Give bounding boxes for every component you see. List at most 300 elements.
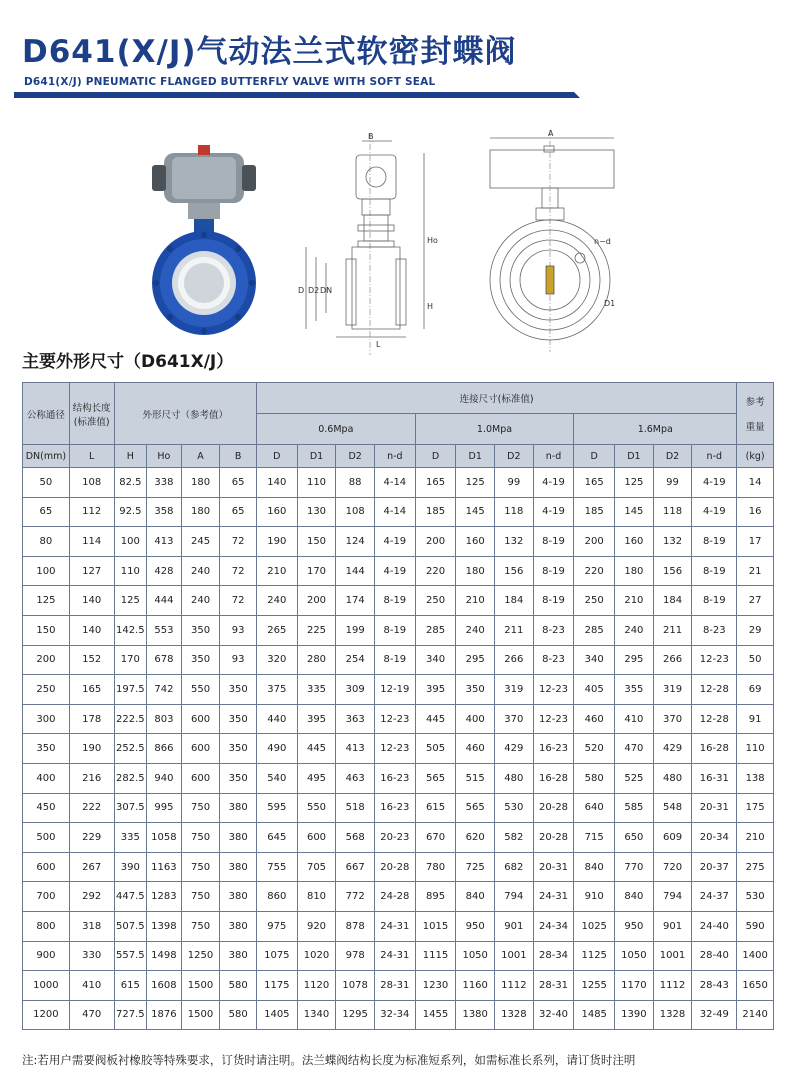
header-sub: D1 <box>297 445 336 468</box>
table-row <box>23 497 774 527</box>
table-cell: 370 <box>653 704 692 734</box>
table-cell: 20-28 <box>533 793 574 823</box>
table-cell: 295 <box>615 645 654 675</box>
table-cell: 463 <box>336 763 375 793</box>
table-cell: 682 <box>495 852 534 882</box>
table-cell: 390 <box>114 852 147 882</box>
table-cell: 125 <box>114 586 147 616</box>
table-cell: 220 <box>574 556 615 586</box>
table-cell: 530 <box>737 882 774 912</box>
table-cell: 12-23 <box>374 704 415 734</box>
table-cell: 2140 <box>737 1000 774 1030</box>
header-sub: D2 <box>336 445 375 468</box>
table-cell: 112 <box>69 497 114 527</box>
table-cell: 211 <box>495 615 534 645</box>
table-cell: 24-40 <box>692 911 737 941</box>
table-cell: 216 <box>69 763 114 793</box>
table-cell: 794 <box>653 882 692 912</box>
page-title: D641(X/J)气动法兰式软密封蝶阀 <box>22 34 517 70</box>
table-cell: 1025 <box>574 911 615 941</box>
table-cell: 995 <box>147 793 182 823</box>
table-cell: 1380 <box>456 1000 495 1030</box>
table-cell: 1112 <box>653 971 692 1001</box>
table-cell: 350 <box>456 675 495 705</box>
table-cell: 1001 <box>653 941 692 971</box>
table-cell: 1650 <box>737 971 774 1001</box>
table-cell: 440 <box>256 704 297 734</box>
dim-label-d: D <box>298 286 305 295</box>
table-cell: 170 <box>114 645 147 675</box>
table-cell: 1175 <box>256 971 297 1001</box>
table-cell: 444 <box>147 586 182 616</box>
table-cell: 900 <box>23 941 70 971</box>
page-subtitle: D641(X/J) PNEUMATIC FLANGED BUTTERFLY VALVE WITH SOFT SEAL <box>24 76 436 88</box>
table-cell: 910 <box>574 882 615 912</box>
table-cell: 160 <box>256 497 297 527</box>
table-cell: 470 <box>69 1000 114 1030</box>
table-cell: 1050 <box>615 941 654 971</box>
table-cell: 355 <box>615 675 654 705</box>
table-cell: 50 <box>737 645 774 675</box>
table-cell: 667 <box>336 852 375 882</box>
table-cell: 16-23 <box>533 734 574 764</box>
table-cell: 1058 <box>147 823 182 853</box>
table-row <box>23 763 774 793</box>
table-cell: 1328 <box>495 1000 534 1030</box>
table-cell: 16-28 <box>692 734 737 764</box>
table-cell: 145 <box>615 497 654 527</box>
dim-label-d2: D2 <box>308 286 320 295</box>
table-cell: 210 <box>456 586 495 616</box>
table-cell: 108 <box>69 468 114 498</box>
table-cell: 1328 <box>653 1000 692 1030</box>
table-cell: 150 <box>297 527 336 557</box>
header-pressure-16: 1.6Mpa <box>574 414 737 445</box>
table-cell: 975 <box>256 911 297 941</box>
table-cell: 200 <box>23 645 70 675</box>
table-cell: 380 <box>220 823 257 853</box>
table-cell: 548 <box>653 793 692 823</box>
table-row <box>23 911 774 941</box>
table-cell: 727.5 <box>114 1000 147 1030</box>
table-cell: 460 <box>456 734 495 764</box>
table-cell: 110 <box>114 556 147 586</box>
table-cell: 978 <box>336 941 375 971</box>
header-sub: n-d <box>692 445 737 468</box>
table-cell: 93 <box>220 645 257 675</box>
table-cell: 1230 <box>415 971 456 1001</box>
table-cell: 145 <box>456 497 495 527</box>
table-row <box>23 675 774 705</box>
table-cell: 295 <box>456 645 495 675</box>
header-outline: 外形尺寸（参考值） <box>114 383 256 445</box>
table-cell: 1400 <box>737 941 774 971</box>
table-cell: 1170 <box>615 971 654 1001</box>
table-cell: 350 <box>23 734 70 764</box>
table-cell: 615 <box>114 971 147 1001</box>
table-cell: 118 <box>653 497 692 527</box>
table-cell: 380 <box>220 941 257 971</box>
table-cell: 540 <box>256 763 297 793</box>
table-cell: 568 <box>336 823 375 853</box>
table-row <box>23 1000 774 1030</box>
table-cell: 1485 <box>574 1000 615 1030</box>
table-cell: 750 <box>181 852 220 882</box>
table-cell: 190 <box>69 734 114 764</box>
table-cell: 114 <box>69 527 114 557</box>
table-cell: 375 <box>256 675 297 705</box>
table-cell: 28-31 <box>533 971 574 1001</box>
table-row <box>23 734 774 764</box>
table-cell: 340 <box>574 645 615 675</box>
table-cell: 1163 <box>147 852 182 882</box>
dim-label-ho: Ho <box>427 236 438 245</box>
table-cell: 4-19 <box>533 497 574 527</box>
table-cell: 211 <box>653 615 692 645</box>
table-cell: 20-28 <box>374 852 415 882</box>
table-cell: 590 <box>737 911 774 941</box>
table-cell: 266 <box>495 645 534 675</box>
table-cell: 180 <box>456 556 495 586</box>
table-cell: 93 <box>220 615 257 645</box>
table-cell: 1295 <box>336 1000 375 1030</box>
table-cell: 450 <box>23 793 70 823</box>
table-cell: 118 <box>495 497 534 527</box>
table-cell: 24-34 <box>533 911 574 941</box>
table-cell: 950 <box>456 911 495 941</box>
table-cell: 940 <box>147 763 182 793</box>
table-cell: 254 <box>336 645 375 675</box>
table-cell: 65 <box>220 497 257 527</box>
table-row <box>23 527 774 557</box>
table-cell: 755 <box>256 852 297 882</box>
table-cell: 380 <box>220 793 257 823</box>
table-row <box>23 704 774 734</box>
table-cell: 190 <box>256 527 297 557</box>
table-cell: 1000 <box>23 971 70 1001</box>
table-cell: 65 <box>220 468 257 498</box>
table-cell: 72 <box>220 527 257 557</box>
table-cell: 565 <box>415 763 456 793</box>
table-cell: 8-19 <box>374 645 415 675</box>
table-cell: 803 <box>147 704 182 734</box>
table-cell: 580 <box>574 763 615 793</box>
table-cell: 250 <box>574 586 615 616</box>
table-cell: 8-19 <box>374 615 415 645</box>
table-cell: 16-23 <box>374 763 415 793</box>
table-cell: 292 <box>69 882 114 912</box>
table-cell: 840 <box>574 852 615 882</box>
table-cell: 150 <box>23 615 70 645</box>
table-cell: 720 <box>653 852 692 882</box>
header-length: 结构长度 (标准值) <box>69 383 114 445</box>
table-cell: 12-23 <box>533 675 574 705</box>
table-cell: 14 <box>737 468 774 498</box>
header-pressure-10: 1.0Mpa <box>415 414 574 445</box>
table-cell: 600 <box>297 823 336 853</box>
table-cell: 28-34 <box>533 941 574 971</box>
table-cell: 4-19 <box>374 556 415 586</box>
table-cell: 582 <box>495 823 534 853</box>
table-cell: 4-19 <box>692 497 737 527</box>
table-cell: 750 <box>181 793 220 823</box>
table-cell: 429 <box>495 734 534 764</box>
table-cell: 165 <box>69 675 114 705</box>
table-cell: 1500 <box>181 971 220 1001</box>
table-cell: 32-40 <box>533 1000 574 1030</box>
table-cell: 770 <box>615 852 654 882</box>
table-cell: 16 <box>737 497 774 527</box>
table-cell: 156 <box>653 556 692 586</box>
table-cell: 12-23 <box>533 704 574 734</box>
table-cell: 515 <box>456 763 495 793</box>
table-cell: 92.5 <box>114 497 147 527</box>
table-cell: 210 <box>256 556 297 586</box>
table-cell: 4-19 <box>533 468 574 498</box>
table-cell: 413 <box>336 734 375 764</box>
table-cell: 29 <box>737 615 774 645</box>
table-cell: 580 <box>220 971 257 1001</box>
table-cell: 32-49 <box>692 1000 737 1030</box>
table-cell: 413 <box>147 527 182 557</box>
table-cell: 222.5 <box>114 704 147 734</box>
dim-label-a: A <box>548 130 554 138</box>
table-cell: 20-31 <box>533 852 574 882</box>
table-cell: 405 <box>574 675 615 705</box>
table-cell: 480 <box>653 763 692 793</box>
table-cell: 125 <box>23 586 70 616</box>
header-sub: D1 <box>615 445 654 468</box>
table-cell: 470 <box>615 734 654 764</box>
table-cell: 678 <box>147 645 182 675</box>
table-cell: 530 <box>495 793 534 823</box>
table-cell: 350 <box>220 704 257 734</box>
table-cell: 32-34 <box>374 1000 415 1030</box>
table-cell: 28-40 <box>692 941 737 971</box>
footnote: 注:若用户需要阀板衬橡胶等特殊要求，订货时请注明。法兰蝶阀结构长度为标准短系列，如需标准长系列，请订货时注明 <box>22 1053 636 1067</box>
front-view-drawing <box>480 130 620 352</box>
table-cell: 553 <box>147 615 182 645</box>
table-cell: 307.5 <box>114 793 147 823</box>
header-dn: DN(mm) <box>23 445 70 468</box>
table-cell: 320 <box>256 645 297 675</box>
table-cell: 12-28 <box>692 675 737 705</box>
table-cell: 358 <box>147 497 182 527</box>
table-cell: 447.5 <box>114 882 147 912</box>
table-cell: 645 <box>256 823 297 853</box>
table-cell: 429 <box>653 734 692 764</box>
table-cell: 338 <box>147 468 182 498</box>
table-cell: 16-31 <box>692 763 737 793</box>
table-cell: 670 <box>415 823 456 853</box>
table-cell: 840 <box>615 882 654 912</box>
table-cell: 428 <box>147 556 182 586</box>
table-cell: 178 <box>69 704 114 734</box>
table-row <box>23 615 774 645</box>
table-cell: 742 <box>147 675 182 705</box>
table-cell: 24-31 <box>374 911 415 941</box>
table-cell: 285 <box>574 615 615 645</box>
table-cell: 620 <box>456 823 495 853</box>
header-sub: D <box>574 445 615 468</box>
table-cell: 8-19 <box>692 586 737 616</box>
table-cell: 700 <box>23 882 70 912</box>
header-sub: n-d <box>374 445 415 468</box>
table-cell: 285 <box>415 615 456 645</box>
table-cell: 4-14 <box>374 497 415 527</box>
table-cell: 1078 <box>336 971 375 1001</box>
table-cell: 772 <box>336 882 375 912</box>
side-view-drawing <box>296 133 444 355</box>
table-row <box>23 556 774 586</box>
table-cell: 1340 <box>297 1000 336 1030</box>
table-cell: 585 <box>615 793 654 823</box>
table-cell: 8-19 <box>533 586 574 616</box>
table-cell: 240 <box>256 586 297 616</box>
table-cell: 160 <box>456 527 495 557</box>
table-cell: 12-23 <box>374 734 415 764</box>
table-row <box>23 971 774 1001</box>
table-cell: 335 <box>114 823 147 853</box>
table-cell: 250 <box>23 675 70 705</box>
table-cell: 340 <box>415 645 456 675</box>
table-cell: 878 <box>336 911 375 941</box>
valve-photo <box>150 145 260 335</box>
table-cell: 184 <box>653 586 692 616</box>
header-sub: H <box>114 445 147 468</box>
table-cell: 507.5 <box>114 911 147 941</box>
table-cell: 100 <box>114 527 147 557</box>
header-sub: Ho <box>147 445 182 468</box>
table-cell: 8-19 <box>692 556 737 586</box>
table-cell: 229 <box>69 823 114 853</box>
table-cell: 185 <box>415 497 456 527</box>
dim-label-nd: n−d <box>594 237 611 246</box>
table-cell: 4-19 <box>374 527 415 557</box>
table-cell: 210 <box>737 823 774 853</box>
table-cell: 20-23 <box>374 823 415 853</box>
table-cell: 840 <box>456 882 495 912</box>
table-cell: 220 <box>415 556 456 586</box>
table-cell: 380 <box>220 882 257 912</box>
table-cell: 500 <box>23 823 70 853</box>
table-cell: 866 <box>147 734 182 764</box>
table-cell: 210 <box>615 586 654 616</box>
table-cell: 4-19 <box>692 468 737 498</box>
table-cell: 330 <box>69 941 114 971</box>
table-cell: 170 <box>297 556 336 586</box>
table-row <box>23 793 774 823</box>
table-cell: 200 <box>574 527 615 557</box>
table-cell: 1455 <box>415 1000 456 1030</box>
table-cell: 180 <box>181 468 220 498</box>
table-cell: 595 <box>256 793 297 823</box>
table-cell: 82.5 <box>114 468 147 498</box>
table-cell: 750 <box>181 911 220 941</box>
dimension-table <box>22 382 774 1030</box>
table-cell: 27 <box>737 586 774 616</box>
header-weight-unit: (kg) <box>737 445 774 468</box>
table-cell: 28-31 <box>374 971 415 1001</box>
table-cell: 12-23 <box>692 645 737 675</box>
table-cell: 132 <box>495 527 534 557</box>
table-cell: 363 <box>336 704 375 734</box>
table-cell: 110 <box>297 468 336 498</box>
table-cell: 12-28 <box>692 704 737 734</box>
table-cell: 125 <box>456 468 495 498</box>
table-cell: 12-19 <box>374 675 415 705</box>
table-cell: 4-14 <box>374 468 415 498</box>
table-cell: 108 <box>336 497 375 527</box>
header-l: L <box>69 445 114 468</box>
table-cell: 185 <box>574 497 615 527</box>
table-cell: 370 <box>495 704 534 734</box>
table-cell: 24-37 <box>692 882 737 912</box>
table-cell: 600 <box>23 852 70 882</box>
table-cell: 184 <box>495 586 534 616</box>
table-cell: 350 <box>181 645 220 675</box>
table-cell: 1255 <box>574 971 615 1001</box>
table-cell: 88 <box>336 468 375 498</box>
table-cell: 200 <box>297 586 336 616</box>
table-row <box>23 586 774 616</box>
table-cell: 780 <box>415 852 456 882</box>
table-cell: 380 <box>220 852 257 882</box>
table-cell: 895 <box>415 882 456 912</box>
table-cell: 165 <box>415 468 456 498</box>
table-cell: 1112 <box>495 971 534 1001</box>
table-cell: 550 <box>297 793 336 823</box>
table-cell: 1398 <box>147 911 182 941</box>
table-cell: 80 <box>23 527 70 557</box>
table-cell: 800 <box>23 911 70 941</box>
table-cell: 350 <box>220 734 257 764</box>
table-cell: 445 <box>415 704 456 734</box>
table-cell: 1405 <box>256 1000 297 1030</box>
table-cell: 100 <box>23 556 70 586</box>
table-cell: 1001 <box>495 941 534 971</box>
table-cell: 640 <box>574 793 615 823</box>
table-cell: 309 <box>336 675 375 705</box>
table-cell: 1876 <box>147 1000 182 1030</box>
table-cell: 8-23 <box>533 615 574 645</box>
table-cell: 17 <box>737 527 774 557</box>
table-row <box>23 645 774 675</box>
table-cell: 140 <box>256 468 297 498</box>
table-cell: 410 <box>615 704 654 734</box>
table-cell: 8-19 <box>533 527 574 557</box>
dim-label-b: B <box>368 133 374 141</box>
table-cell: 250 <box>415 586 456 616</box>
table-cell: 130 <box>297 497 336 527</box>
table-cell: 410 <box>69 971 114 1001</box>
table-cell: 1075 <box>256 941 297 971</box>
table-cell: 225 <box>297 615 336 645</box>
table-cell: 240 <box>615 615 654 645</box>
table-cell: 400 <box>456 704 495 734</box>
table-cell: 69 <box>737 675 774 705</box>
table-cell: 125 <box>615 468 654 498</box>
table-cell: 1500 <box>181 1000 220 1030</box>
table-cell: 1498 <box>147 941 182 971</box>
section-title: 主要外形尺寸（D641X/J） <box>22 352 234 372</box>
table-cell: 160 <box>615 527 654 557</box>
table-cell: 380 <box>220 911 257 941</box>
table-cell: 505 <box>415 734 456 764</box>
table-cell: 8-19 <box>533 556 574 586</box>
table-cell: 1125 <box>574 941 615 971</box>
table-cell: 901 <box>495 911 534 941</box>
